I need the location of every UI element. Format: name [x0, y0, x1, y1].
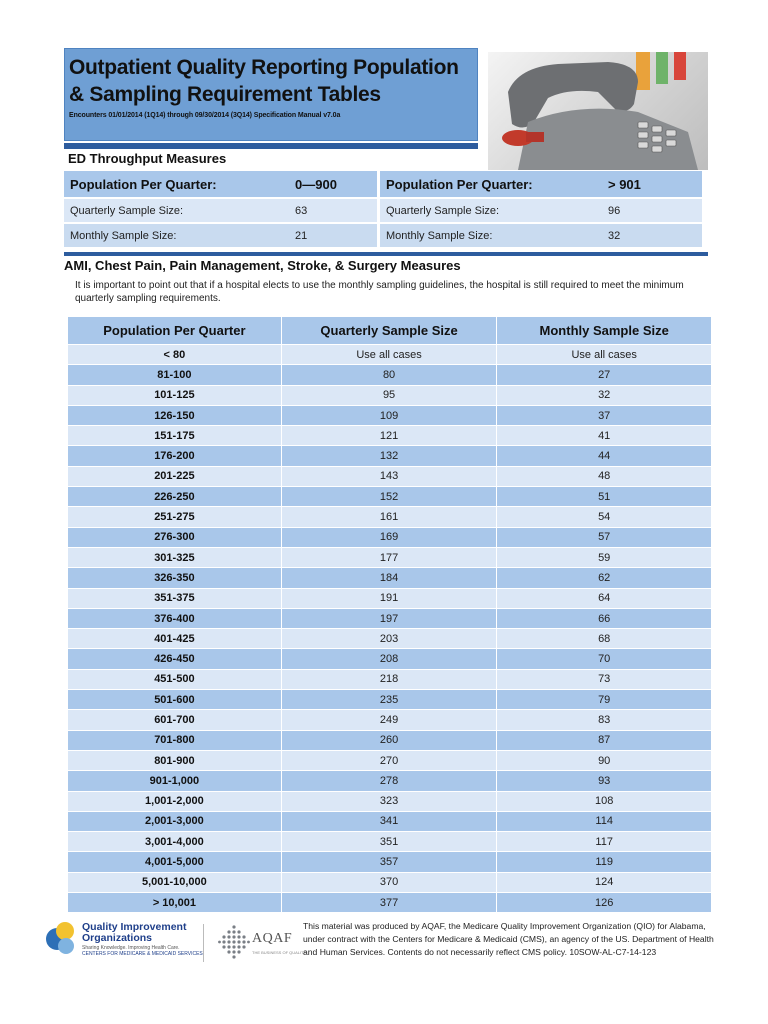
cell-monthly-sample: 68	[497, 629, 712, 649]
cell-monthly-sample: 119	[497, 852, 712, 872]
cell-monthly-sample: 114	[497, 811, 712, 831]
ed-right-row-label: Quarterly Sample Size:	[386, 204, 500, 217]
table-row	[68, 750, 712, 770]
cell-population: 326-350	[68, 568, 282, 588]
cell-quarterly-sample: 184	[281, 568, 497, 588]
sampling-table	[67, 316, 712, 913]
cell-quarterly-sample: 169	[281, 527, 497, 547]
column-header-quarterly: Quarterly Sample Size	[281, 317, 497, 345]
table-row	[68, 730, 712, 750]
qio-name-line: Organizations	[82, 932, 153, 944]
cell-monthly-sample: 37	[497, 405, 712, 425]
cell-population: 276-300	[68, 527, 282, 547]
ed-right-header-label: Population Per Quarter:	[386, 176, 533, 192]
table-row	[68, 771, 712, 791]
table-row	[68, 507, 712, 527]
cell-monthly-sample: 41	[497, 426, 712, 446]
cell-quarterly-sample: 191	[281, 588, 497, 608]
cell-population: 501-600	[68, 690, 282, 710]
table-row	[68, 487, 712, 507]
cell-population: 451-500	[68, 669, 282, 689]
ed-section-title: ED Throughput Measures	[68, 151, 227, 166]
cell-quarterly-sample: 249	[281, 710, 497, 730]
ed-left-block	[64, 171, 377, 247]
ed-left-row-value: 63	[295, 204, 308, 217]
cell-monthly-sample: 66	[497, 608, 712, 628]
cell-population: 81-100	[68, 365, 282, 385]
header-banner	[64, 48, 478, 141]
cell-monthly-sample: 117	[497, 832, 712, 852]
cell-monthly-sample: 62	[497, 568, 712, 588]
cell-quarterly-sample: 278	[281, 771, 497, 791]
table-row	[68, 811, 712, 831]
telephone-photo	[488, 52, 708, 170]
ed-right-block	[380, 171, 702, 247]
cell-monthly-sample: 64	[497, 588, 712, 608]
cell-population: 101-125	[68, 385, 282, 405]
qio-name	[82, 922, 186, 944]
cell-quarterly-sample: 95	[281, 385, 497, 405]
ed-right-header-row	[380, 171, 702, 199]
ed-right-row-value: 32	[608, 229, 621, 242]
cell-quarterly-sample: 80	[281, 365, 497, 385]
cell-population: 601-700	[68, 710, 282, 730]
ed-right-header-value: > 901	[608, 176, 641, 192]
table-row	[68, 568, 712, 588]
cell-quarterly-sample: 235	[281, 690, 497, 710]
cell-monthly-sample: 70	[497, 649, 712, 669]
ed-left-row-label: Monthly Sample Size:	[70, 229, 177, 242]
cell-quarterly-sample: 143	[281, 466, 497, 486]
table-row	[68, 446, 712, 466]
telephone-illustration	[488, 52, 708, 170]
cell-quarterly-sample: 208	[281, 649, 497, 669]
table-row	[68, 852, 712, 872]
cell-monthly-sample: 57	[497, 527, 712, 547]
cell-monthly-sample: 124	[497, 872, 712, 892]
page-subtitle: Encounters 01/01/2014 (1Q14) through 09/30/2014 (3Q14) Specification Manual v7.0a	[69, 112, 341, 119]
cell-population: < 80	[68, 345, 282, 365]
ami-section-title: AMI, Chest Pain, Pain Management, Stroke, & Surgery Measures	[64, 258, 461, 273]
table-body	[68, 345, 712, 913]
cell-quarterly-sample: 323	[281, 791, 497, 811]
cell-quarterly-sample: 218	[281, 669, 497, 689]
cell-monthly-sample: 54	[497, 507, 712, 527]
table-row	[68, 872, 712, 892]
cell-monthly-sample: 79	[497, 690, 712, 710]
table-row	[68, 426, 712, 446]
footer-divider	[203, 924, 204, 962]
table-row	[68, 669, 712, 689]
cell-population: 801-900	[68, 750, 282, 770]
cell-quarterly-sample: 260	[281, 730, 497, 750]
cell-population: 3,001-4,000	[68, 832, 282, 852]
ed-left-header-value: 0—900	[295, 176, 337, 192]
cell-monthly-sample: 93	[497, 771, 712, 791]
table-row	[68, 405, 712, 425]
cell-monthly-sample: 59	[497, 547, 712, 567]
table-row	[68, 588, 712, 608]
cell-quarterly-sample: 161	[281, 507, 497, 527]
cell-monthly-sample: 90	[497, 750, 712, 770]
table-row	[68, 547, 712, 567]
qio-name-line: Quality Improvement	[82, 921, 187, 933]
cell-population: 2,001-3,000	[68, 811, 282, 831]
table-row	[68, 629, 712, 649]
cell-population: 126-150	[68, 405, 282, 425]
cell-population: 701-800	[68, 730, 282, 750]
cell-population: 4,001-5,000	[68, 852, 282, 872]
table-row	[68, 791, 712, 811]
ed-left-header-label: Population Per Quarter:	[70, 176, 217, 192]
ed-left-row	[64, 199, 377, 224]
table-header-row	[68, 317, 712, 345]
ed-left-row-label: Quarterly Sample Size:	[70, 204, 184, 217]
cell-population: 226-250	[68, 487, 282, 507]
table-row	[68, 345, 712, 365]
cell-population: 176-200	[68, 446, 282, 466]
table-row	[68, 832, 712, 852]
table-row	[68, 466, 712, 486]
table-row	[68, 690, 712, 710]
cell-population: 201-225	[68, 466, 282, 486]
cell-population: 5,001-10,000	[68, 872, 282, 892]
cell-quarterly-sample: 203	[281, 629, 497, 649]
ed-right-row	[380, 199, 702, 224]
ed-left-header-row	[64, 171, 377, 199]
page-title: Outpatient Quality Reporting Population & Sampling Requirement Tables	[69, 56, 459, 106]
qio-tagline: Sharing Knowledge. Improving Health Care.	[82, 945, 180, 951]
aqaf-tagline: THE BUSINESS OF QUALITY	[252, 950, 307, 955]
qio-logo-icon	[58, 938, 74, 954]
cell-quarterly-sample: Use all cases	[281, 345, 497, 365]
cell-monthly-sample: 87	[497, 730, 712, 750]
aqaf-diamond-icon	[218, 924, 250, 960]
table-row	[68, 608, 712, 628]
qio-logo	[44, 920, 204, 964]
cell-monthly-sample: 27	[497, 365, 712, 385]
footer-disclaimer: This material was produced by AQAF, the Medicare Quality Improvement Organization (QIO) for Alabama, under contract with the Centers for Medicare & Medicaid (CMS), an agency of the US. Department of Health and Human Services. Contents do not necessarily reflect CMS policy. 10SOW-AL-C7-14-123	[303, 921, 714, 957]
table-row	[68, 649, 712, 669]
cell-quarterly-sample: 109	[281, 405, 497, 425]
cell-population: 151-175	[68, 426, 282, 446]
table-row	[68, 710, 712, 730]
cell-monthly-sample: 44	[497, 446, 712, 466]
cell-quarterly-sample: 121	[281, 426, 497, 446]
section-rule	[64, 252, 708, 256]
table-row	[68, 527, 712, 547]
ed-left-row	[64, 224, 377, 247]
cell-quarterly-sample: 377	[281, 893, 497, 913]
cell-population: 351-375	[68, 588, 282, 608]
cell-monthly-sample: 51	[497, 487, 712, 507]
cell-population: 1,001-2,000	[68, 791, 282, 811]
cell-monthly-sample: 83	[497, 710, 712, 730]
column-header-monthly: Monthly Sample Size	[497, 317, 712, 345]
table-row	[68, 385, 712, 405]
sampling-note: It is important to point out that if a hospital elects to use the monthly sampling guidelines, the hospital is still required to meet the minimum quarterly sampling requirements.	[75, 280, 684, 304]
cell-monthly-sample: 32	[497, 385, 712, 405]
cell-population: 426-450	[68, 649, 282, 669]
ed-right-row	[380, 224, 702, 247]
cell-quarterly-sample: 270	[281, 750, 497, 770]
ed-right-row-value: 96	[608, 204, 621, 217]
cell-quarterly-sample: 357	[281, 852, 497, 872]
cell-quarterly-sample: 177	[281, 547, 497, 567]
cell-quarterly-sample: 132	[281, 446, 497, 466]
cell-population: 376-400	[68, 608, 282, 628]
cell-quarterly-sample: 341	[281, 811, 497, 831]
table-row	[68, 893, 712, 913]
cell-population: > 10,001	[68, 893, 282, 913]
column-header-population: Population Per Quarter	[68, 317, 282, 345]
cell-population: 901-1,000	[68, 771, 282, 791]
cell-monthly-sample: 48	[497, 466, 712, 486]
ed-throughput-table	[64, 171, 702, 247]
cell-monthly-sample: 73	[497, 669, 712, 689]
cell-quarterly-sample: 351	[281, 832, 497, 852]
cell-monthly-sample: Use all cases	[497, 345, 712, 365]
ed-left-row-value: 21	[295, 229, 308, 242]
aqaf-name: AQAF	[252, 931, 293, 946]
ed-right-row-label: Monthly Sample Size:	[386, 229, 493, 242]
cell-population: 301-325	[68, 547, 282, 567]
cell-quarterly-sample: 152	[281, 487, 497, 507]
cell-monthly-sample: 108	[497, 791, 712, 811]
cell-monthly-sample: 126	[497, 893, 712, 913]
aqaf-logo	[218, 922, 307, 962]
table-row	[68, 365, 712, 385]
qio-tagline-cms: CENTERS FOR MEDICARE & MEDICAID SERVICES	[82, 951, 203, 957]
cell-population: 401-425	[68, 629, 282, 649]
header-rule	[64, 143, 478, 149]
cell-quarterly-sample: 197	[281, 608, 497, 628]
cell-population: 251-275	[68, 507, 282, 527]
cell-quarterly-sample: 370	[281, 872, 497, 892]
